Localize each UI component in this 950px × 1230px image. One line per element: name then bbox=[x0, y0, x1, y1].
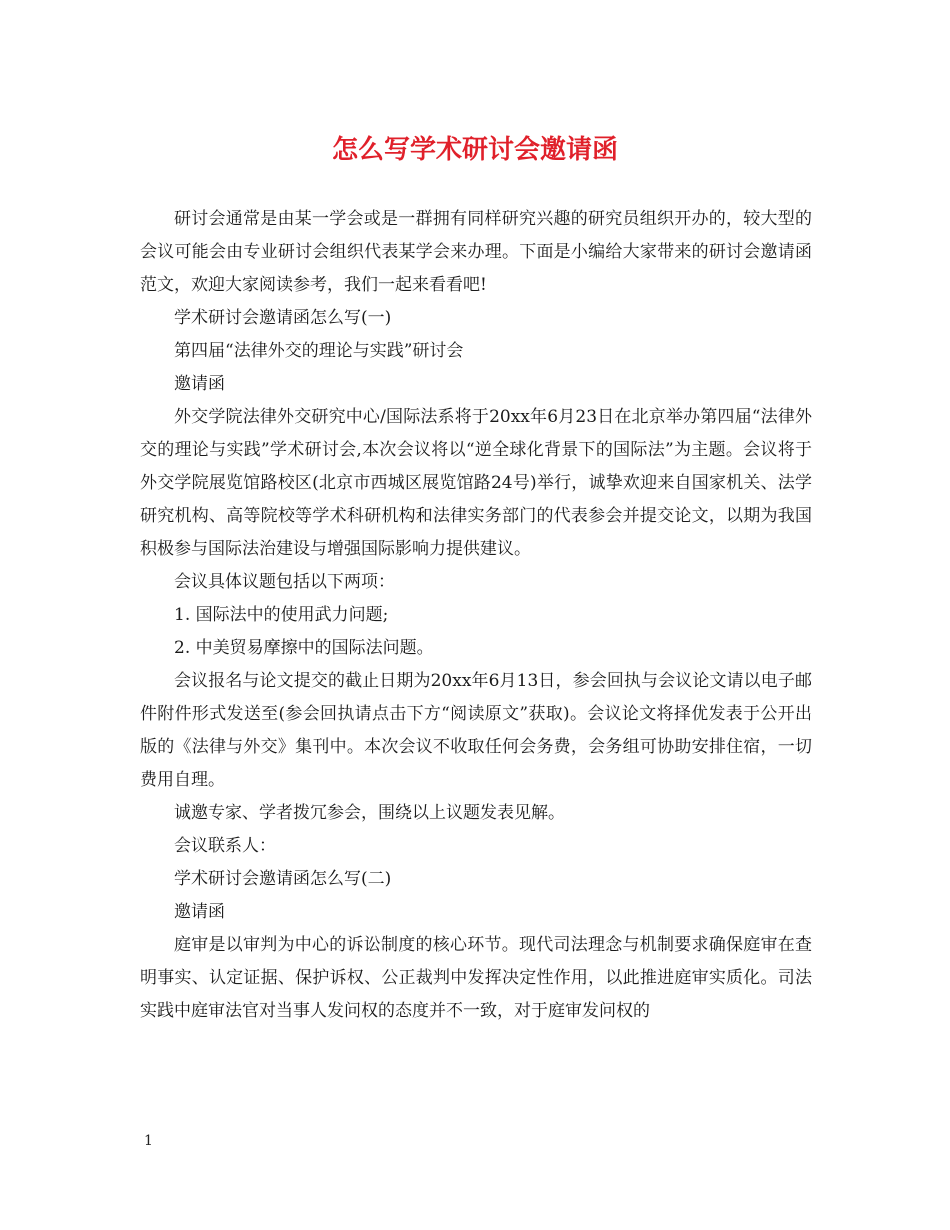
paragraph-invitation-label-1: 邀请函 bbox=[174, 374, 225, 394]
paragraph-seminar-details: 外交学院法律外交研究中心/国际法系将于20xx年6月23日在北京举办第四届“法律外交的理论与实践”学术研讨会,本次会议将以“逆全球化背景下的国际法”为主题。会议将于外交学院展览馆路校区(北京市西城区展览馆路24号)举行，诚挚欢迎来自国家机关、法学研究机构、高等院校等学术科研机构和法律实务部门的代表参会并提交论文，以期为我国积极参与国际法治建设与增强国际影响力提供建议。 bbox=[140, 407, 812, 559]
paragraph-welcome: 诚邀专家、学者拨冗参会，围绕以上议题发表见解。 bbox=[174, 803, 565, 823]
paragraph-intro: 研讨会通常是由某一学会或是一群拥有同样研究兴趣的研究员组织开办的，较大型的会议可能会由专业研讨会组织代表某学会来办理。下面是小编给大家带来的研讨会邀请函范文，欢迎大家阅读参考，我们一起来看看吧! bbox=[140, 209, 812, 295]
paragraph-seminar-name: 第四届“法律外交的理论与实践”研讨会 bbox=[174, 341, 464, 361]
page-number: 1 bbox=[144, 1133, 153, 1149]
paragraph-topic-2: 2. 中美贸易摩擦中的国际法问题。 bbox=[174, 638, 434, 658]
paragraph-trial-intro: 庭审是以审判为中心的诉讼制度的核心环节。现代司法理念与机制要求确保庭审在查明事实、认定证据、保护诉权、公正裁判中发挥决定性作用，以此推进庭审实质化。司法实践中庭审法官对当事人发问权的态度并不一致，对于庭审发问权的 bbox=[140, 935, 812, 1021]
document-title: 怎么写学术研讨会邀请函 bbox=[331, 135, 618, 165]
paragraph-topic-1: 1. 国际法中的使用武力问题; bbox=[174, 605, 389, 625]
paragraph-topics-intro: 会议具体议题包括以下两项： bbox=[174, 572, 395, 592]
document-body bbox=[140, 203, 812, 1028]
paragraph-section-heading-1: 学术研讨会邀请函怎么写(一) bbox=[174, 308, 392, 328]
paragraph-invitation-label-2: 邀请函 bbox=[174, 902, 225, 922]
paragraph-deadline: 会议报名与论文提交的截止日期为20xx年6月13日，参会回执与会议论文请以电子邮件附件形式发送至(参会回执请点击下方“阅读原文”获取)。会议论文将择优发表于公开出版的《法律与外交》集刊中。本次会议不收取任何会务费，会务组可协助安排住宿，一切费用自理。 bbox=[140, 671, 812, 790]
paragraph-contact: 会议联系人： bbox=[174, 836, 276, 856]
paragraph-section-heading-2: 学术研讨会邀请函怎么写(二) bbox=[174, 869, 392, 889]
